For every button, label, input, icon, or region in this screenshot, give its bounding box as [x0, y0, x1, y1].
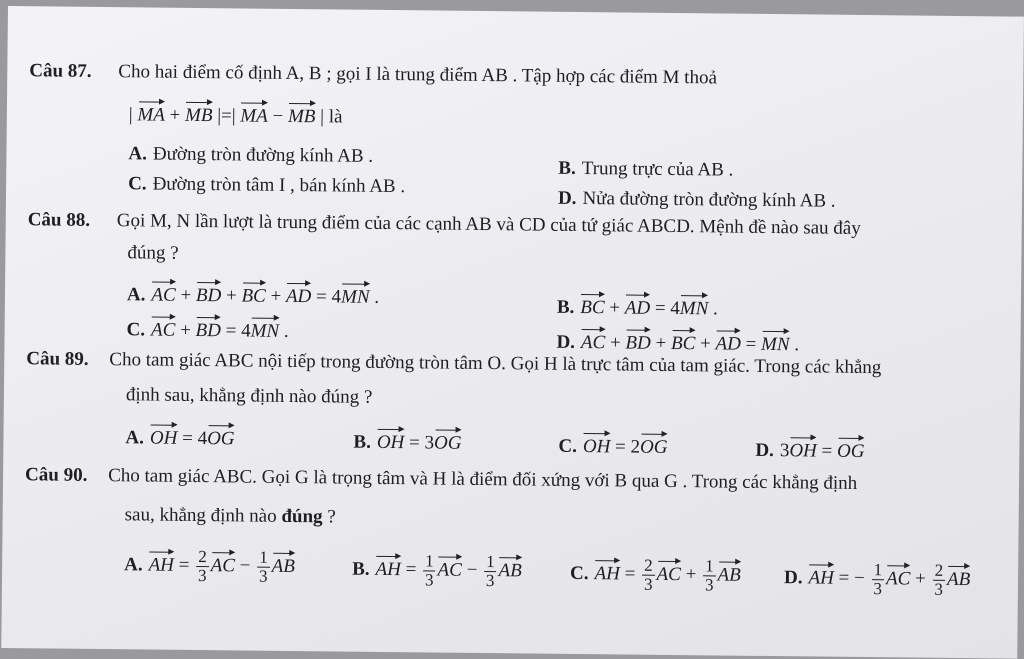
- q88-option-b[interactable]: B. BC + AD = 4MN .: [557, 292, 718, 321]
- q90-number: Câu 90.: [24, 464, 88, 486]
- exam-page: [1, 6, 1024, 659]
- q90-option-c[interactable]: C. AH = $\frac{2}{3}$ AC + $\frac{1}{3}$ AB: [569, 555, 741, 595]
- q89-number: Câu 89.: [26, 348, 89, 370]
- q89-stem-line2: định sau, khẳng định nào đúng ?: [125, 384, 373, 408]
- q88-stem-line1: [28, 209, 861, 240]
- q87-stem-line1: [29, 60, 717, 89]
- q89-option-a[interactable]: A. OH = 4OG: [125, 422, 234, 450]
- q88-stem: Gọi M, N lần lượt là trung điểm của các cạnh AB và CD của tứ giác ABCD. Mệnh đề nào sau đây: [116, 210, 861, 239]
- q89-stem: Cho tam giác ABC nội tiếp trong đường tròn tâm O. Gọi H là trực tâm của tam giác. Trong các khẳng: [109, 349, 882, 379]
- q90-option-b[interactable]: B. AH = $\frac{1}{3}$ AC − $\frac{1}{3}$ AB: [352, 551, 522, 590]
- q87-option-b[interactable]: B. Trung trực của AB .: [558, 157, 734, 181]
- q89-option-b[interactable]: B. OH = 3OG: [353, 427, 461, 455]
- q90-option-d[interactable]: D. AH = − $\frac{1}{3}$ AC + $\frac{2}{3}$ AB: [783, 560, 971, 599]
- q88-option-c[interactable]: C. AC + BD = 4MN .: [126, 314, 288, 343]
- q88-number: Câu 88.: [27, 209, 91, 231]
- q88-option-d[interactable]: D. AC + BD + BC + AD = MN .: [556, 327, 799, 357]
- q87-option-a[interactable]: A. Đường tròn đường kính AB .: [128, 143, 374, 167]
- q88-option-a[interactable]: A. AC + BD + BC + AD = 4MN .: [127, 279, 379, 309]
- q87-option-d[interactable]: D. Nửa đường tròn đường kính AB .: [557, 187, 836, 212]
- q88-stem-line2: đúng ?: [127, 242, 179, 264]
- q90-stem-bold: đúng: [281, 505, 323, 528]
- q90-option-a[interactable]: A. AH = $\frac{2}{3}$ AC − $\frac{1}{3}$ AB: [124, 547, 296, 586]
- q90-stem-line2: sau, khẳng định nào đúng ?: [124, 504, 336, 528]
- q87-stem-tail: là: [328, 106, 343, 128]
- q87-number: Câu 87.: [29, 60, 92, 82]
- q90-stem: Cho tam giác ABC. Gọi G là trọng tâm và H là điểm đối xứng với B qua G . Trong các khẳng định: [108, 465, 858, 494]
- q87-stem-line2: | MA + MB |=| MA − MB | là: [129, 99, 343, 128]
- q87-option-c[interactable]: C. Đường tròn tâm I , bán kính AB .: [128, 173, 406, 198]
- q89-option-c[interactable]: C. OH = 2OG: [558, 431, 667, 459]
- q90-stem-line1: [25, 464, 857, 495]
- q89-option-d[interactable]: D. 3OH = OG: [755, 435, 864, 463]
- q87-stem: Cho hai điểm cố định A, B ; gọi I là trung điểm AB . Tập hợp các điểm M thoả: [118, 61, 718, 89]
